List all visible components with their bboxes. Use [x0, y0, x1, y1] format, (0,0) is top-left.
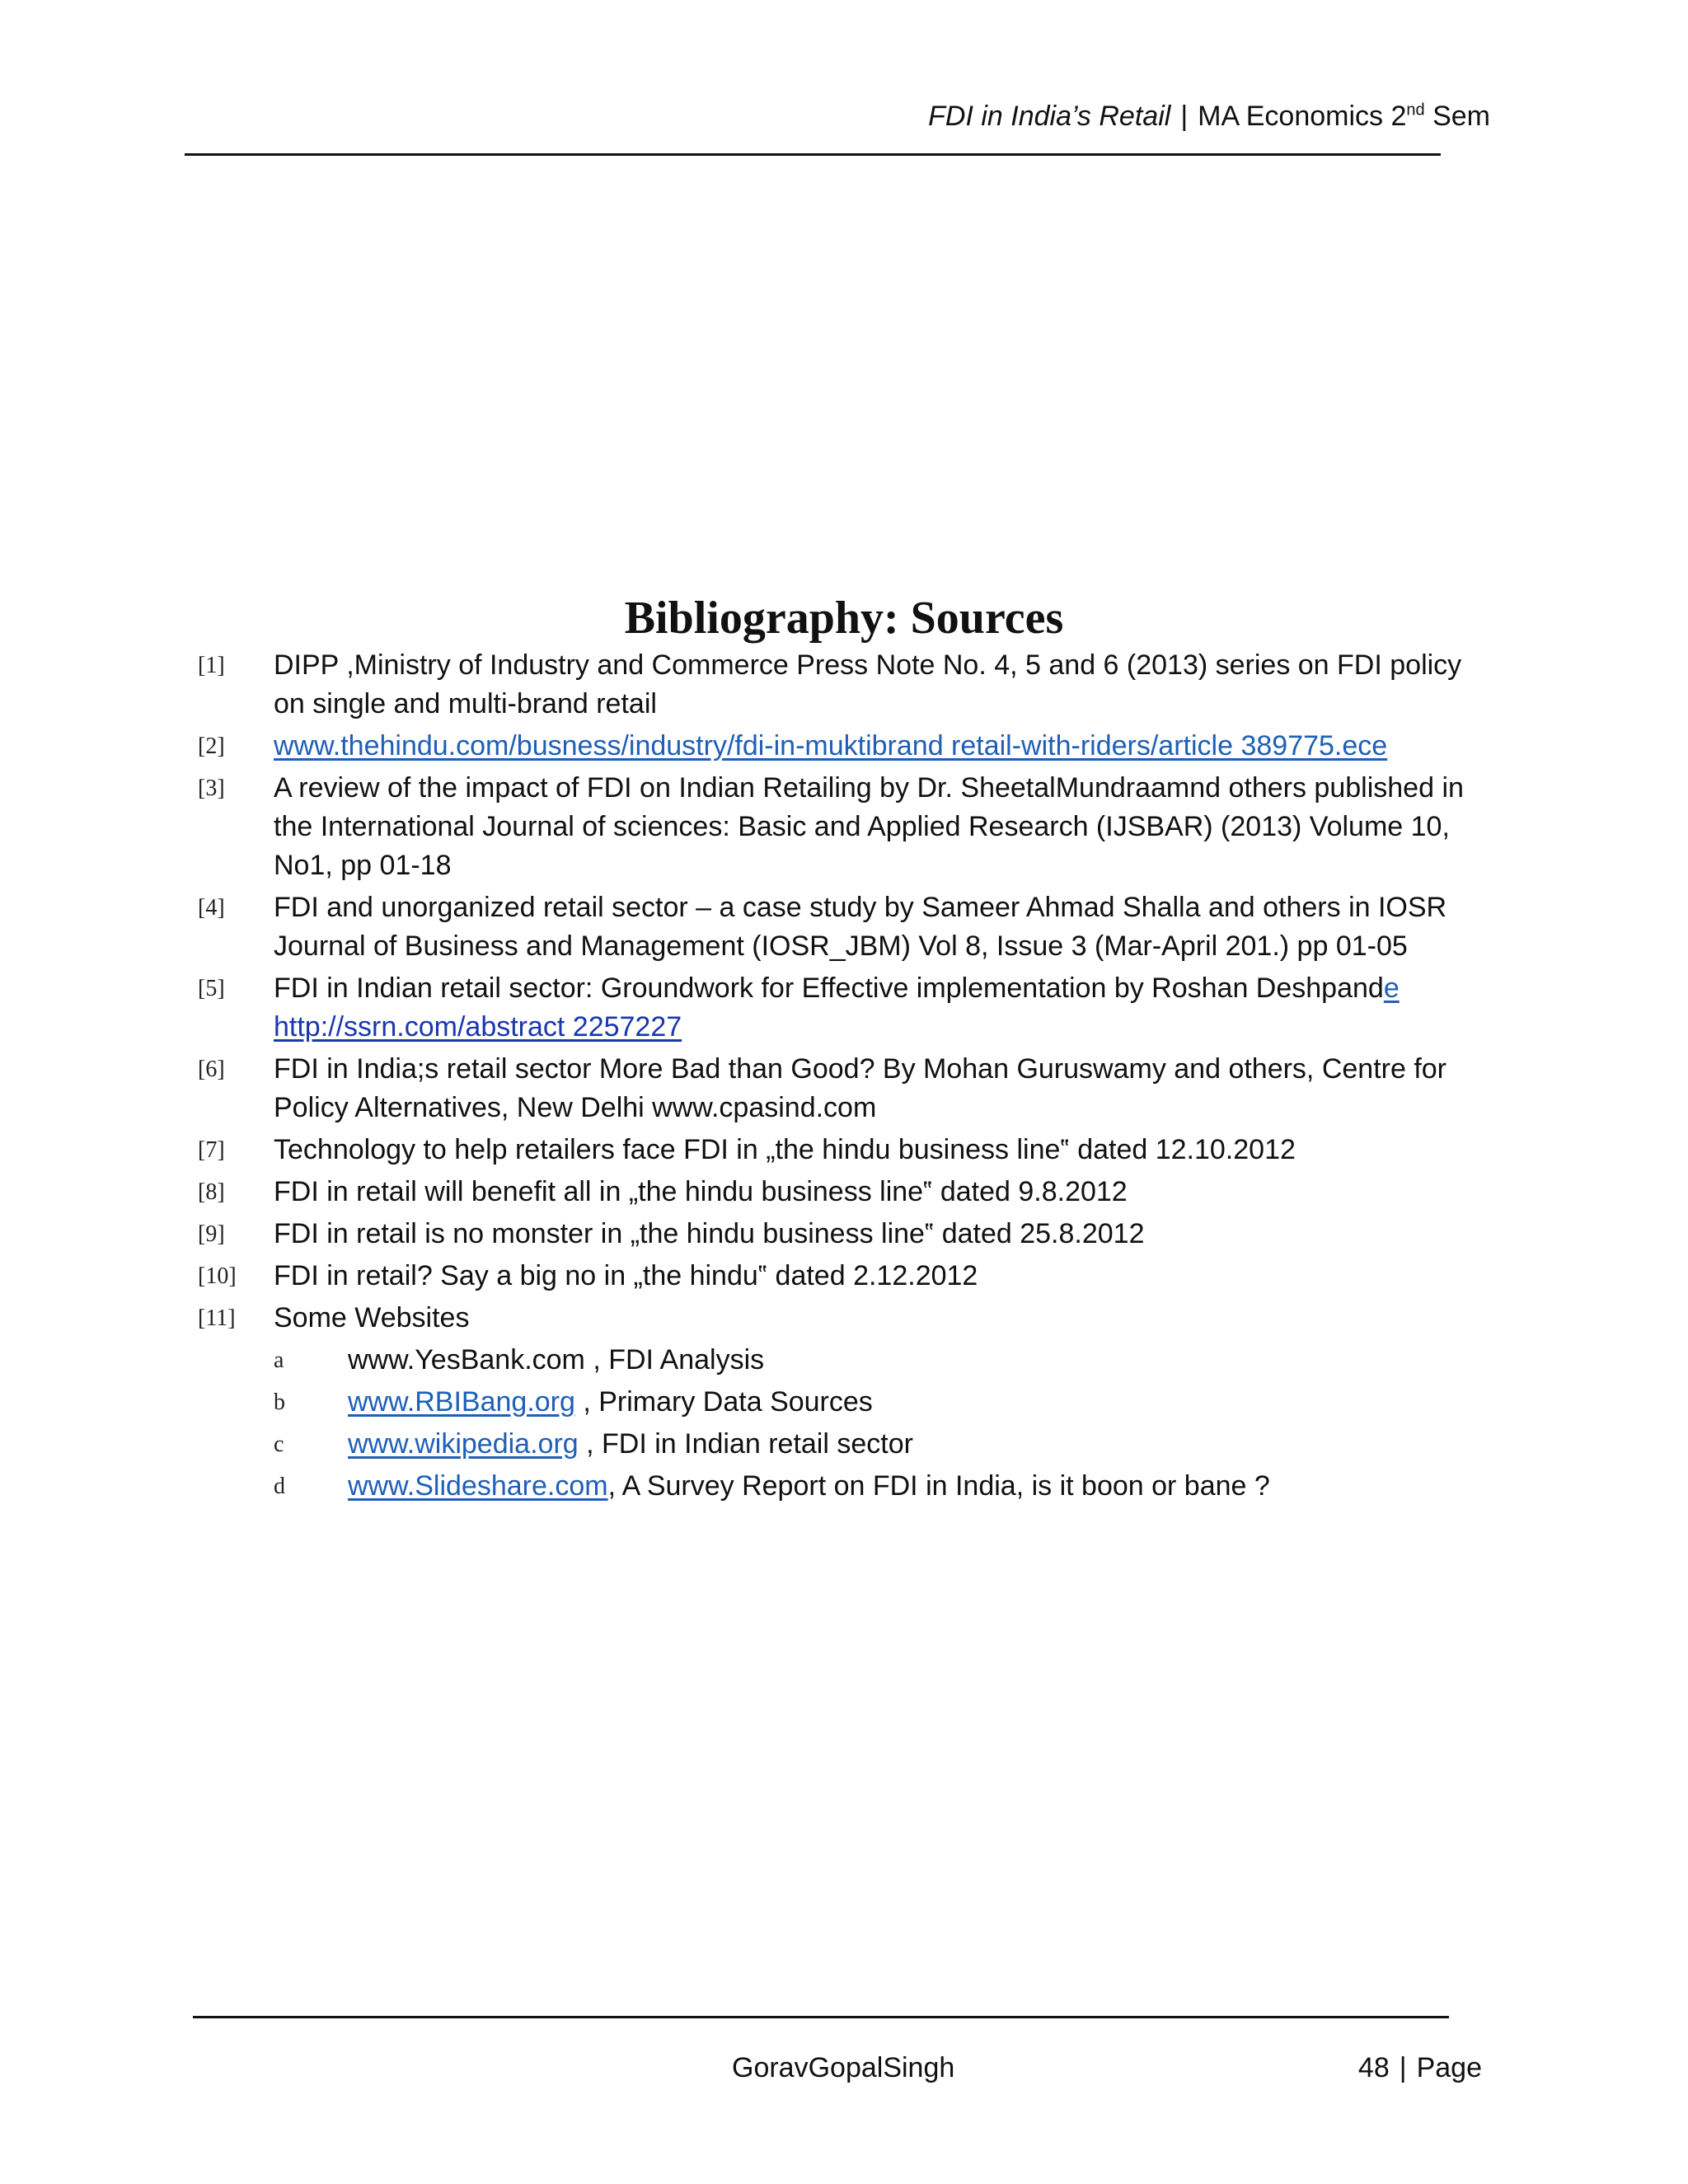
reference-list — [198, 646, 1500, 1506]
reference-item — [198, 727, 1500, 766]
reference-number: [9] — [198, 1221, 225, 1247]
reference-item — [198, 1215, 1500, 1254]
footer-rule — [193, 2016, 1449, 2018]
website-link[interactable]: www.RBIBang.org — [348, 1386, 575, 1418]
footer-author: GoravGopalSingh — [732, 2052, 955, 2083]
footer-page-number — [1358, 2050, 1482, 2085]
reference-item — [198, 646, 1500, 724]
header-rule — [185, 153, 1441, 156]
reference-text: A review of the impact of FDI on Indian Retailing by Dr. SheetalMundraamnd others published in the International Journal of sciences: Basic and Applied Research (IJSBAR) (2013) Volume 10, No1, pp 01-18 — [274, 772, 1464, 881]
reference-link[interactable]: http://ssrn.com/abstract 2257227 — [274, 1011, 682, 1043]
reference-number: [11] — [198, 1305, 236, 1331]
reference-item — [198, 1050, 1500, 1127]
reference-number: [5] — [198, 976, 225, 1001]
reference-text: DIPP ,Ministry of Industry and Commerce Press Note No. 4, 5 and 6 (2013) series on FDI policy on single and multi-brand retail — [274, 649, 1462, 719]
reference-text: Technology to help retailers face FDI in „the hindu business line‟ dated 12.10.2012 — [274, 1134, 1296, 1165]
reference-item — [198, 969, 1500, 1047]
website-item — [198, 1341, 1500, 1380]
reference-item — [198, 1257, 1500, 1296]
website-name: www.YesBank.com — [348, 1344, 585, 1376]
reference-number: [1] — [198, 653, 225, 678]
page-number: 48 — [1357, 2052, 1390, 2083]
reference-text: FDI in India;s retail sector More Bad than Good? By Mohan Guruswamy and others, Centre for Policy Alternatives, New Delhi www.cpasind.com — [274, 1053, 1447, 1123]
reference-number: [8] — [198, 1179, 225, 1205]
header-course-superscript: nd — [1406, 101, 1425, 120]
running-header — [928, 99, 1490, 134]
website-description: , A Survey Report on FDI in India, is it boon or bane ? — [607, 1470, 1270, 1502]
header-title: FDI in India’s Retail — [928, 101, 1171, 132]
website-letter: b — [274, 1390, 285, 1415]
reference-number: [2] — [198, 733, 225, 759]
reference-text: FDI in retail will benefit all in „the hindu business line‟ dated 9.8.2012 — [274, 1176, 1128, 1207]
website-letter: a — [274, 1347, 284, 1373]
header-separator: | — [1180, 101, 1189, 132]
reference-link[interactable]: e — [1383, 972, 1400, 1004]
reference-number: [10] — [198, 1263, 237, 1289]
page-label: Page — [1416, 2052, 1482, 2083]
header-course-suffix: Sem — [1432, 101, 1490, 132]
reference-text: FDI in retail is no monster in „the hindu business line‟ dated 25.8.2012 — [274, 1218, 1145, 1249]
reference-number: [7] — [198, 1137, 225, 1163]
reference-number: [3] — [198, 776, 225, 801]
reference-link[interactable]: www.thehindu.com/busness/industry/fdi-in-muktibrand retail-with-riders/article 389775.ece — [274, 730, 1388, 762]
website-item — [198, 1467, 1500, 1506]
reference-number: [4] — [198, 895, 225, 921]
reference-number: [6] — [198, 1057, 225, 1082]
reference-text: Some Websites — [274, 1302, 470, 1333]
reference-item — [198, 769, 1500, 885]
page-separator: | — [1399, 2052, 1407, 2083]
website-item — [198, 1383, 1500, 1422]
reference-item — [198, 1131, 1500, 1169]
website-description: , FDI Analysis — [584, 1344, 765, 1376]
website-letter: c — [274, 1432, 284, 1457]
header-course: MA Economics 2 — [1198, 101, 1407, 132]
reference-item — [198, 1299, 1500, 1338]
reference-text: FDI and unorganized retail sector – a case study by Sameer Ahmad Shalla and others in IOSR Journal of Business and Management (IOSR_JBM) Vol 8, Issue 3 (Mar-April 201.) pp 01-05 — [274, 892, 1447, 962]
website-link[interactable]: www.Slideshare.com — [348, 1470, 608, 1502]
website-description: , Primary Data Sources — [574, 1386, 873, 1418]
reference-text: FDI in Indian retail sector: Groundwork for Effective implementation by Roshan Deshpand — [274, 972, 1384, 1004]
reference-text: FDI in retail? Say a big no in „the hindu‟ dated 2.12.2012 — [274, 1260, 978, 1291]
reference-item — [198, 1173, 1500, 1212]
website-link[interactable]: www.wikipedia.org — [348, 1428, 579, 1460]
website-item — [198, 1425, 1500, 1464]
bibliography-title: Bibliography: Sources — [624, 593, 1064, 644]
website-letter: d — [274, 1474, 285, 1499]
website-description: , FDI in Indian retail sector — [578, 1428, 913, 1460]
reference-item — [198, 888, 1500, 966]
